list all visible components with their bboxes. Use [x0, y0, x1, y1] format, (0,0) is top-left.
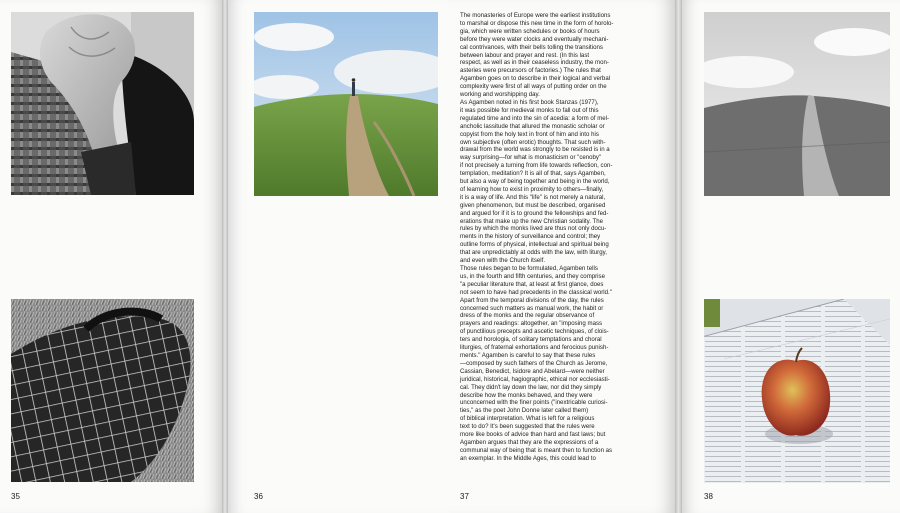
apple-on-newspaper-photo	[704, 299, 890, 483]
page-number-36: 36	[254, 492, 263, 501]
checked-knit-on-grass-photo	[11, 299, 194, 482]
hill-with-figure-photo	[254, 12, 438, 196]
page-36	[228, 0, 449, 513]
gutter-right	[675, 0, 682, 513]
essay-body-text: The monasteries of Europe were the earliest institutions to marshal or dispose this new time in the form of horolo- gia, which were written schedules or books of hours before they were water clocks and eventually mechani- cal contrivances, with their bells tolling the transitions between labour and prayer and rest. (In this last respect, as well as in their ceaseless industry, the mon- asteries were precursors of factories.) The rules that Agamben goes on to describe in their logical and verbal complexity were first of all ways of putting order on the working and worshipping day. As Agamben noted in his first book Stanzas (1977), it was possible for medieval monks to fall out of this regulated time and into the sin of acedia: a form of mel- ancholic lassitude that allured the monastic scholar or copyist from the holy text in front of him and into his own subjective (often erotic) thoughts. That such with- drawal from the world was strongly to be resisted is in a way surprising—for what is monasticism or "cenoby" if not precisely a turning from life towards reflection, con- templation, meditation? It is all of that, says Agamben, but also a way of being together and being in the world, of learning how to exist in proximity to others—finally, it is a way of life. And this "life" is not merely a natural, given phenomenon, but must be described, organised and argued for if it is to ground the fellowships and fed- erations that make up the new Christian sodality. The rules by which the monks lived are thus not only docu- ments in the history of surveillance and control; they outline forms of physical, intellectual and spiritual being that are unpredictably at odds with the law, with liturgy, and even with the Church itself. Those rules began to be formulated, Agamben tells us, in the fourth and fifth centuries, and they comprise "a peculiar literature that, at least at first glance, does not seem to have had precedents in the classical world." Apart from the temporal divisions of the day, the rules concerned such matters as manual work, the habit or dress of the monks and the regular observance of prayers and readings: altogether, an "imposing mass of punctilious precepts and ascetic techniques, of clois- ters and horologia, of solitary temptations and choral liturgies, of fraternal exhortations and ferocious punish- ments." Agamben is careful to say that these rules —composed by such fathers of the Church as Jerome, Cassian, Benedict, Isidore and Abelard—were neither juridical, historical, hagiographic, ethical nor ecclesiasti- cal. They didn't lay down the law, nor did they simply describe how the monks behaved, and they were unconcerned with the finer points ("inextricable curiosi- ties," as the poet John Donne later called them) of biblical interpretation. What is left for a religious text to do? It's been suggested that the rules were more like books of advice than hard and fast laws; but Agamben argues that they are the expressions of a communal way of being that is meant then to function as an exemplar. In the Middle Ages, this could lead to	[460, 12, 614, 462]
hand-on-face-photo	[11, 12, 194, 195]
page-number-35: 35	[11, 492, 20, 501]
page-number-38: 38	[704, 492, 713, 501]
hill-path-bw-photo	[704, 12, 890, 196]
page-35	[0, 0, 222, 513]
page-number-37: 37	[460, 492, 469, 501]
page-38	[682, 0, 900, 513]
